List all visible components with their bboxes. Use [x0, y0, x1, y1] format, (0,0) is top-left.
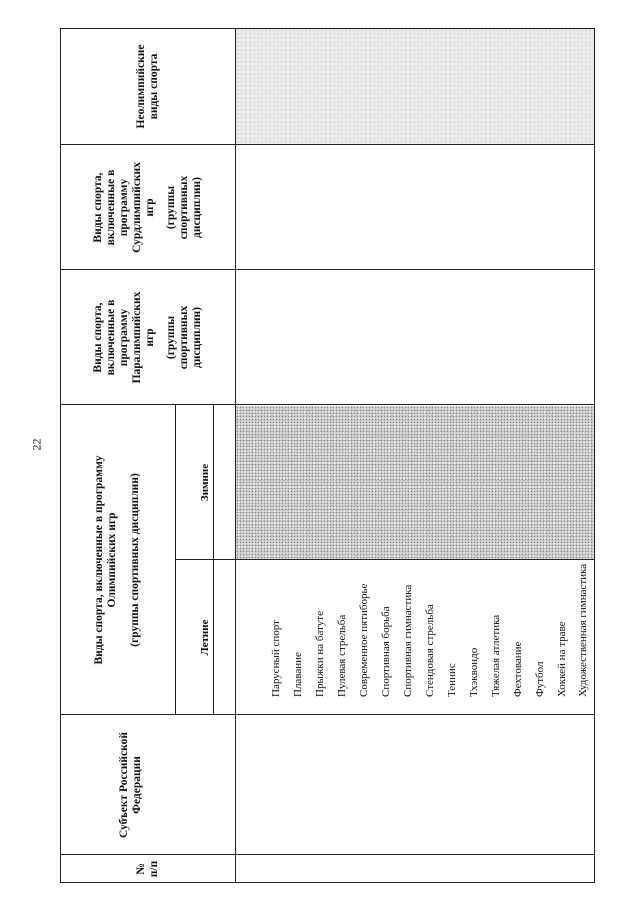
header-summer: Летние [199, 619, 211, 656]
list-item: Спортивная борьба [380, 606, 392, 697]
list-item: Парусный спорт [270, 620, 282, 697]
list-item: Тяжелая атлетика [490, 614, 502, 697]
list-item: Художественная гимнастика [577, 563, 589, 697]
list-item: Теннис [446, 663, 458, 697]
header-deaflympic: Виды спорта, включенные в программу Сурдлимпийских игр (группы спортивных дисциплин) [91, 162, 203, 253]
list-item: Спортивная гимнастика [402, 584, 414, 697]
list-item: Стендовая стрельба [424, 604, 436, 697]
page-number: 22 [29, 438, 44, 451]
winter-shaded-area [236, 406, 594, 559]
list-item: Тхэквондо [468, 647, 480, 697]
summer-sports-list [265, 538, 589, 705]
list-item: Прыжки на батуте [314, 611, 326, 697]
list-item: Хоккей на траве [556, 621, 568, 697]
list-item: Плавание [292, 652, 304, 697]
list-item: Современное пятиборье [358, 583, 370, 697]
header-paralympic: Виды спорта, включенные в программу Паралимпийских игр (группы спортивных дисциплин) [91, 291, 203, 384]
list-item: Фехтование [512, 641, 524, 697]
sports-table [60, 28, 595, 883]
header-non-olympic: Неолимпийские виды спорта [134, 44, 160, 129]
list-item: Футбол [534, 661, 546, 697]
header-winter: Зимние [199, 463, 211, 502]
header-num: № п/п [134, 860, 160, 878]
list-item: Пулевая стрельба [336, 614, 348, 697]
header-olympic: Виды спорта, включенные в программу Олимпийских игр (группы спортивных дисциплин) [93, 455, 141, 665]
non-olympic-shaded-area [236, 29, 594, 144]
header-subject: Субъект Российской Федерации [118, 732, 143, 838]
